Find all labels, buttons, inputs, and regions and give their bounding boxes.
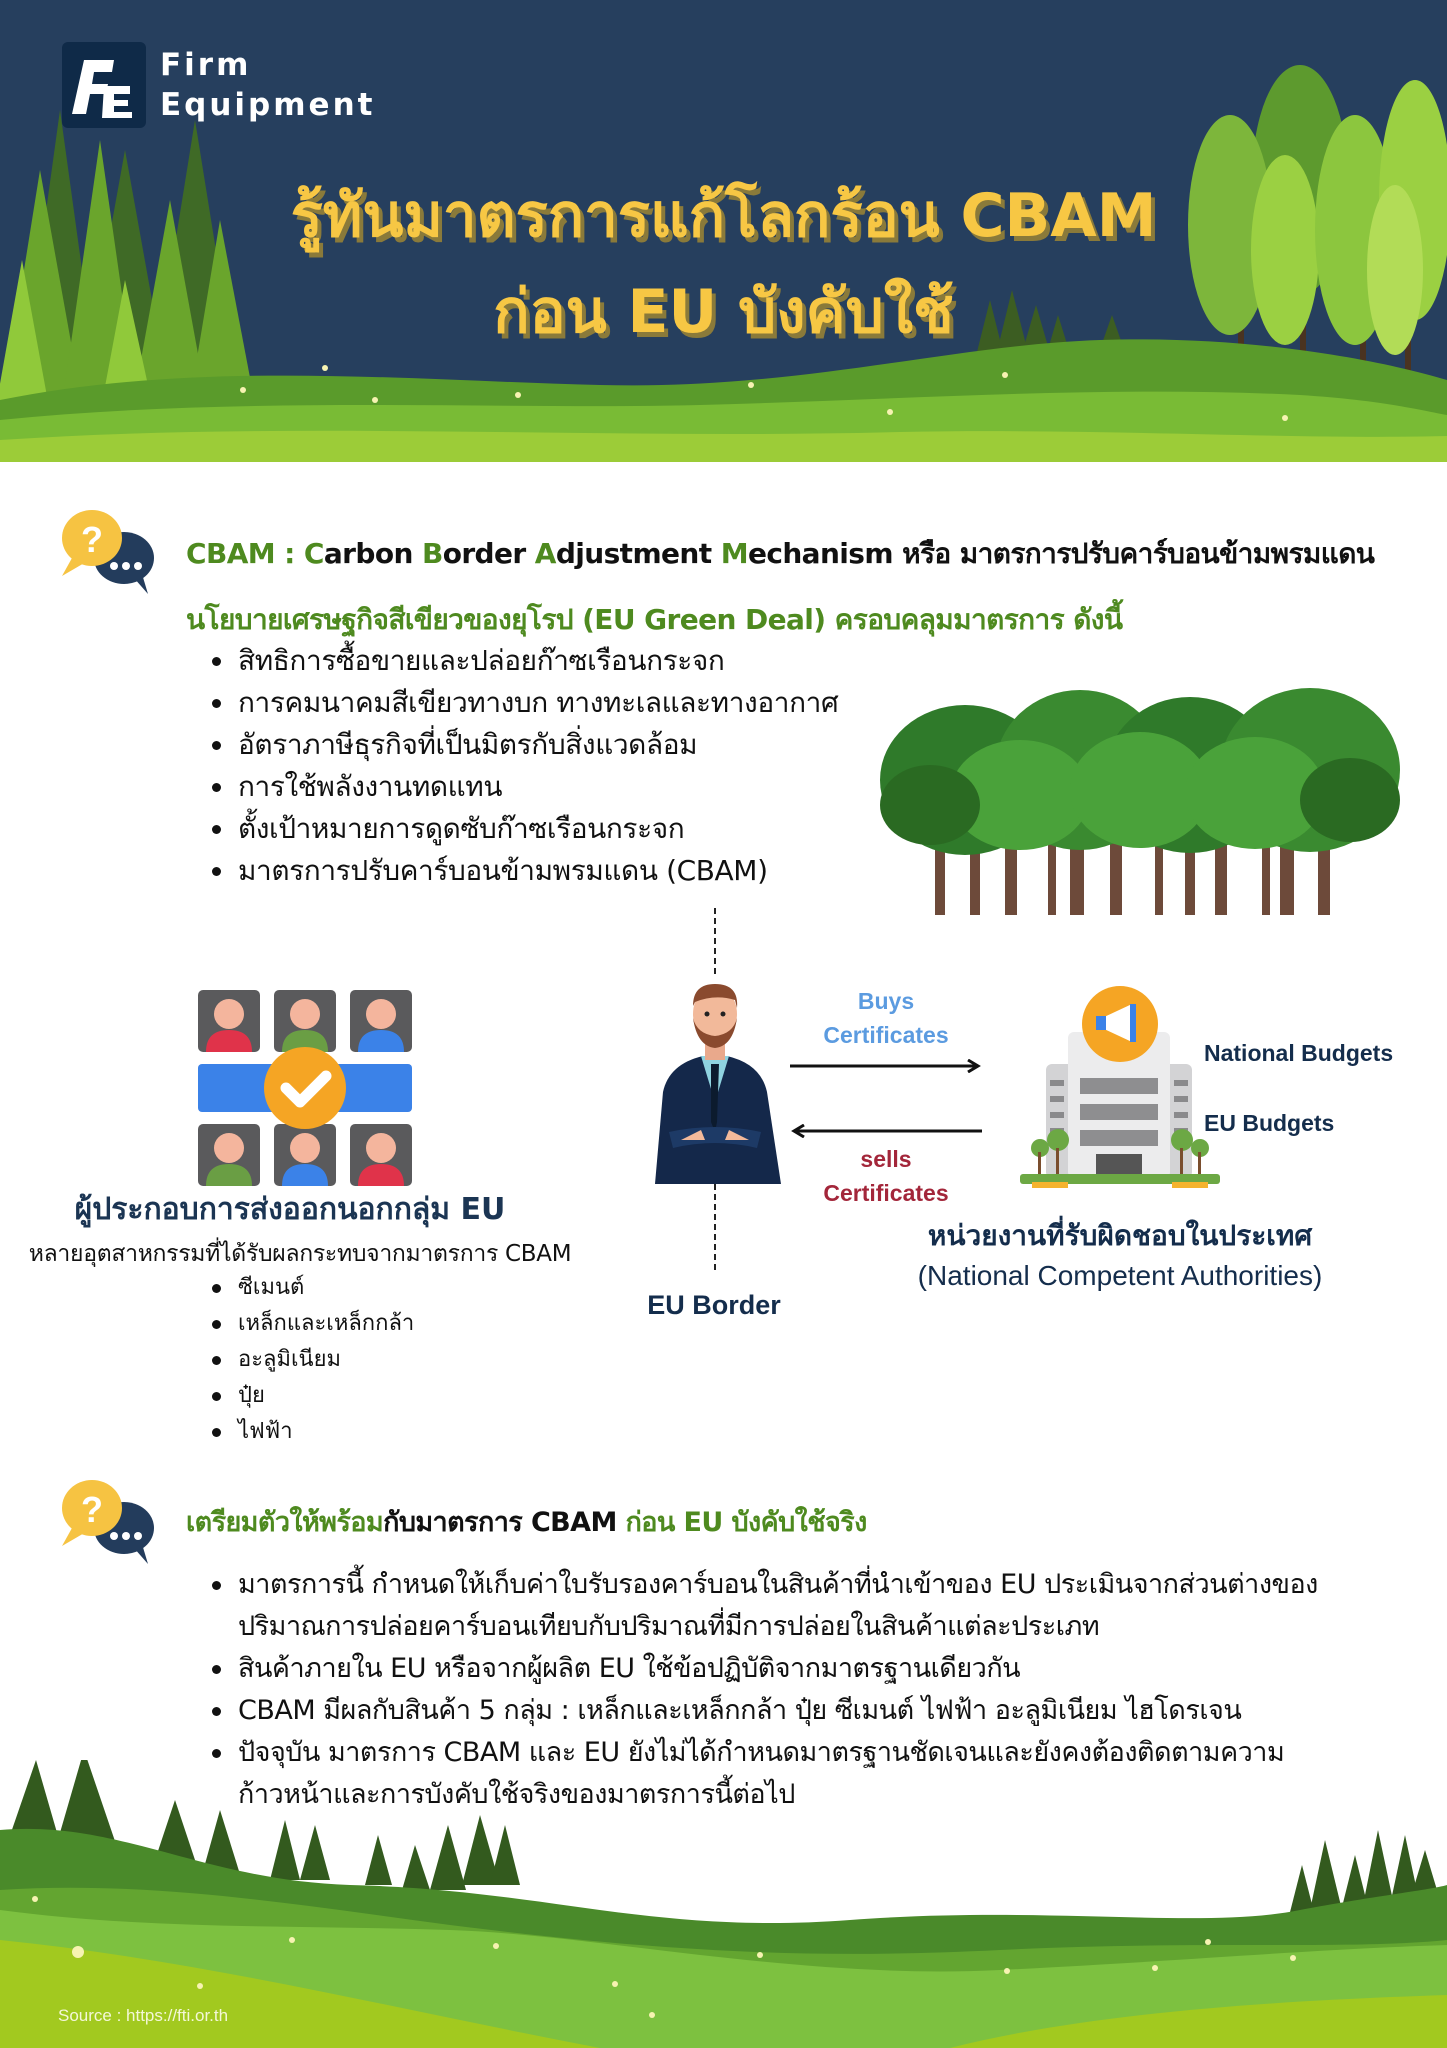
sells-line1: sells xyxy=(860,1146,912,1172)
list-item: ปุ๋ย xyxy=(208,1378,414,1414)
acronym-initial-c: C xyxy=(303,537,324,570)
brand-line2: Equipment xyxy=(160,87,376,123)
national-budgets-label: National Budgets xyxy=(1204,1040,1394,1066)
tree-grove-illustration xyxy=(870,675,1410,920)
list-item: CBAM มีผลกับสินค้า 5 กลุ่ม : เหล็กและเหล็กกล้า ปุ๋ย ซีเมนต์ ไฟฟ้า อะลูมิเนียม ไฮโดรเจน xyxy=(208,1690,1368,1732)
exporters-title: ผู้ประกอบการส่งออกนอกกลุ่ม EU xyxy=(74,1192,506,1227)
affected-industries-list xyxy=(208,1270,414,1450)
acronym-word-adjustment: djustment xyxy=(555,537,721,570)
hills-footer-illustration xyxy=(0,1760,1447,2048)
acronym-word-mechanism: echanism xyxy=(747,537,903,570)
svg-text:?: ? xyxy=(81,519,103,560)
sells-line2: Certificates xyxy=(823,1180,949,1206)
government-building-icon xyxy=(1020,982,1220,1192)
authority-title-thai: หน่วยงานที่รับผิดชอบในประเทศ xyxy=(927,1219,1313,1252)
buys-certificates-label xyxy=(786,984,986,1052)
eu-border-label: EU Border xyxy=(647,1290,781,1320)
list-item: ปัจจุบัน มาตรการ CBAM และ EU ยังไม่ได้กำหนดมาตรฐานชัดเจนและยังคงต้องติดตามความก้าวหน้าและการบังคับใช้จริงของมาตรการนี้ต่อไป xyxy=(208,1732,1368,1816)
source-link[interactable]: Source : https://fti.or.th xyxy=(58,2006,229,2025)
heading-part-green2: ก่อน EU บังคับใช้จริง xyxy=(625,1507,867,1538)
green-deal-subheading: นโยบายเศรษฐกิจสีเขียวของยุโรป (EU Green Deal) ครอบคลุมมาตรการ ดังนี้ xyxy=(186,603,1123,636)
acronym-prefix: CBAM : xyxy=(186,537,304,570)
brand-logo[interactable] xyxy=(62,42,375,128)
acronym-word-border: order xyxy=(442,537,535,570)
prepare-heading xyxy=(186,1500,867,1543)
question-chat-bubbles-icon xyxy=(56,504,160,596)
eu-border-line-top xyxy=(714,908,716,974)
list-item: อะลูมิเนียม xyxy=(208,1342,414,1378)
arrow-right-icon xyxy=(790,1059,982,1073)
list-item: การใช้พลังงานทดแทน xyxy=(208,766,838,808)
cbam-definition-heading xyxy=(186,532,1374,576)
list-item: มาตรการปรับคาร์บอนข้ามพรมแดน (CBAM) xyxy=(208,850,838,892)
acronym-initial-b: B xyxy=(421,537,443,570)
arrow-left-icon xyxy=(790,1124,982,1138)
heading-part-black: กับมาตรการ CBAM xyxy=(383,1507,626,1538)
brand-name xyxy=(160,45,375,125)
list-item: สิทธิการซื้อขายและปล่อยก๊าซเรือนกระจก xyxy=(208,640,838,682)
title-line1: รู้ทันมาตรการแก้โลกร้อน CBAM xyxy=(290,181,1157,251)
list-item: เหล็กและเหล็กกล้า xyxy=(208,1306,414,1342)
green-deal-measures-list xyxy=(208,640,838,892)
authority-title-english: (National Competent Authorities) xyxy=(917,1260,1323,1291)
acronym-word-carbon: arbon xyxy=(323,537,422,570)
question-chat-bubbles-icon xyxy=(56,1474,160,1566)
svg-text:?: ? xyxy=(81,1489,103,1530)
acronym-thai-meaning: หรือ มาตรการปรับคาร์บอนข้ามพรมแดน xyxy=(902,537,1375,570)
buys-line2: Certificates xyxy=(823,1022,949,1048)
page-title xyxy=(0,168,1447,360)
exporters-group-icon xyxy=(198,990,412,1186)
list-item: อัตราภาษีธุรกิจที่เป็นมิตรกับสิ่งแวดล้อม xyxy=(208,724,838,766)
list-item: การคมนาคมสีเขียวทางบก ทางทะเลและทางอากาศ xyxy=(208,682,838,724)
brand-line1: Firm xyxy=(160,47,252,83)
list-item: ซีเมนต์ xyxy=(208,1270,414,1306)
list-item: มาตรการนี้ กำหนดให้เก็บค่าใบรับรองคาร์บอนในสินค้าที่นำเข้าของ EU ประเมินจากส่วนต่างของปริมาณการปล่อยคาร์บอนเทียบกับปริมาณที่มีการปล่อยในสินค้าแต่ละประเภท xyxy=(208,1564,1368,1648)
list-item: สินค้าภายใน EU หรือจากผู้ผลิต EU ใช้ข้อปฏิบัติจากมาตรฐานเดียวกัน xyxy=(208,1648,1368,1690)
fe-logo-icon xyxy=(62,42,146,128)
list-item: ตั้งเป้าหมายการดูดซับก๊าซเรือนกระจก xyxy=(208,808,838,850)
businessman-illustration xyxy=(645,972,785,1184)
title-line2: ก่อน EU บังคับใช้ xyxy=(493,277,954,347)
acronym-initial-a: A xyxy=(534,537,556,570)
eu-budgets-label: EU Budgets xyxy=(1204,1110,1335,1136)
heading-part-green1: เตรียมตัวให้พร้อม xyxy=(186,1507,384,1538)
acronym-initial-m: M xyxy=(720,537,748,570)
list-item: ไฟฟ้า xyxy=(208,1414,414,1450)
exporters-subtitle: หลายอุตสาหกรรมที่ได้รับผลกระทบจากมาตรการ CBAM xyxy=(28,1241,572,1267)
hero-banner xyxy=(0,0,1447,462)
sells-certificates-label xyxy=(786,1142,986,1210)
eu-border-line-bottom xyxy=(714,1184,716,1270)
buys-line1: Buys xyxy=(857,988,915,1014)
